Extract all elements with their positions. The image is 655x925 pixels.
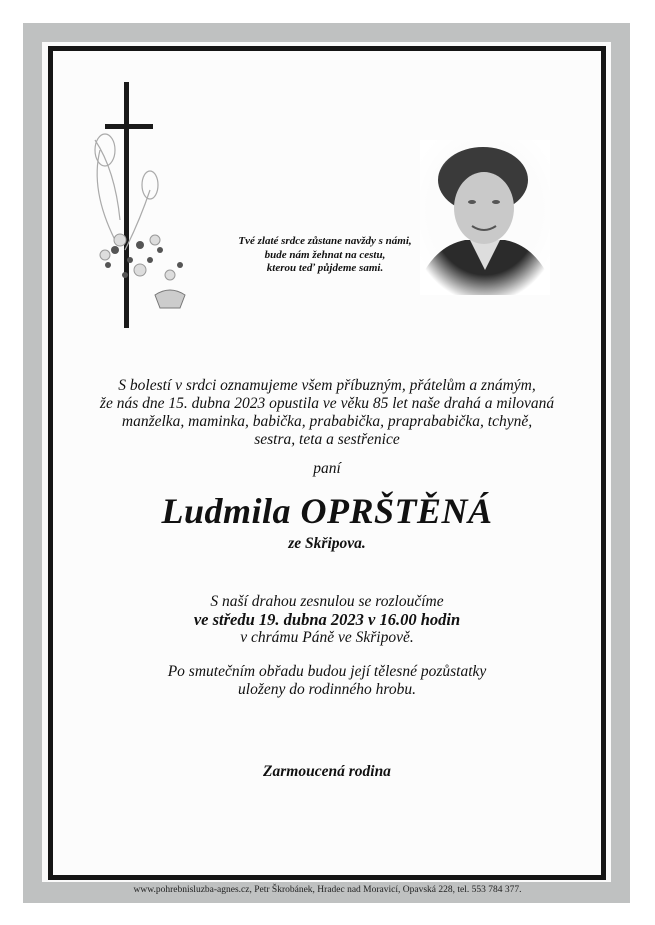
- burial-line: Po smutečním obřadu budou její tělesné pozůstatky: [167, 663, 487, 680]
- cross-flowers-icon: [80, 80, 205, 330]
- deceased-name: Ludmila OPRŠTĚNÁ: [161, 491, 493, 531]
- quote: [200, 235, 450, 276]
- ceremony-date: ve středu 19. dubna 2023 v 16.00 hodin: [193, 610, 461, 629]
- portrait-photo: [420, 140, 550, 295]
- signature: Zarmoucená rodina: [263, 763, 391, 780]
- burial-line: uloženy do rodinného hrobu.: [238, 681, 416, 698]
- ceremony-line: v chrámu Páně ve Skřipově.: [240, 629, 414, 646]
- announcement-line: že nás dne 15. dubna 2023 opustila ve věku 85 let naše drahá a milovaná: [99, 395, 555, 412]
- burial: [48, 663, 606, 699]
- announcement: [48, 377, 606, 449]
- title: paní: [313, 460, 341, 477]
- origin: ze Skřipova.: [288, 535, 366, 552]
- footer: www.pohrebnisluzba-agnes.cz, Petr Škrobánek, Hradec nad Moravicí, Opavská 228, tel. 553 784 377.: [133, 885, 522, 895]
- quote-line: Tvé zlaté srdce zůstane navždy s námi,: [238, 235, 412, 247]
- ceremony-line: S naší drahou zesnulou se rozloučíme: [210, 593, 444, 610]
- ceremony: [48, 593, 606, 647]
- quote-line: bude nám žehnat na cestu,: [264, 248, 386, 261]
- announcement-line: sestra, teta a sestřenice: [254, 431, 400, 448]
- announcement-line: manželka, maminka, babička, prababička, praprababička, tchyně,: [121, 413, 533, 430]
- quote-line: kterou teď půjdeme sami.: [266, 262, 384, 274]
- announcement-line: S bolestí v srdci oznamujeme všem příbuzným, přátelům a známým,: [118, 377, 536, 394]
